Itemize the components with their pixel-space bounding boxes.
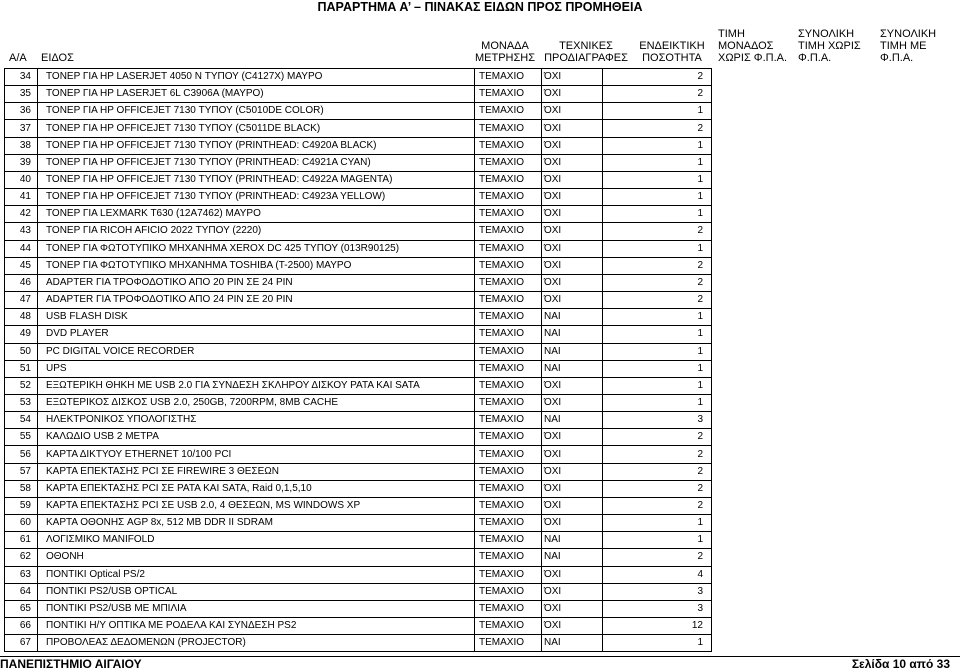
- row-description: ΤΟΝΕΡ ΓΙΑ HP OFFICEJET 7130 ΤΥΠΟΥ (C5010DE COLOR): [38, 103, 475, 120]
- row-description: ΤΟΝΕΡ ΓΙΑ HP OFFICEJET 7130 ΤΥΠΟΥ (PRINTHEAD: C4921A CYAN): [38, 154, 475, 171]
- row-description: ΤΟΝΕΡ ΓΙΑ HP OFFICEJET 7130 ΤΥΠΟΥ (C5011DE BLACK): [38, 120, 475, 137]
- row-unit: ΤΕΜΑΧΙΟ: [475, 480, 542, 497]
- row-tech-specs: ΌΧΙ: [542, 463, 603, 480]
- row-unit: ΤΕΜΑΧΙΟ: [475, 171, 542, 188]
- row-unit: ΤΕΜΑΧΙΟ: [475, 223, 542, 240]
- row-description: ΛΟΓΙΣΜΙΚΟ MANIFOLD: [38, 532, 475, 549]
- table-row: [5, 360, 712, 377]
- row-quantity: 1: [603, 343, 712, 360]
- table-row: [5, 600, 712, 617]
- header-unit-price-line3: ΧΩΡΙΣ Φ.Π.Α.: [718, 52, 788, 64]
- row-description: ΠΡΟΒΟΛΕΑΣ ΔΕΔΟΜΕΝΩΝ (PROJECTOR): [38, 635, 475, 652]
- row-unit: ΤΕΜΑΧΙΟ: [475, 618, 542, 635]
- row-tech-specs: ΝΑΙ: [542, 309, 603, 326]
- table-row: [5, 515, 712, 532]
- row-tech-specs: ΌΧΙ: [542, 223, 603, 240]
- row-number: 58: [5, 480, 38, 497]
- row-unit: ΤΕΜΑΧΙΟ: [475, 292, 542, 309]
- row-description: ΤΟΝΕΡ ΓΙΑ HP OFFICEJET 7130 ΤΥΠΟΥ (PRINTHEAD: C4922A MAGENTA): [38, 171, 475, 188]
- row-number: 37: [5, 120, 38, 137]
- header-total-with-vat-line1: ΣΥΝΟΛΙΚΗ: [880, 28, 937, 40]
- header-total-no-vat-line1: ΣΥΝΟΛΙΚΗ: [798, 28, 855, 40]
- row-unit: ΤΕΜΑΧΙΟ: [475, 377, 542, 394]
- row-quantity: 3: [603, 412, 712, 429]
- row-unit: ΤΕΜΑΧΙΟ: [475, 463, 542, 480]
- row-unit: ΤΕΜΑΧΙΟ: [475, 120, 542, 137]
- header-unit-price-line1: ΤΙΜΗ: [718, 28, 745, 40]
- footer-organization: ΠΑΝΕΠΙΣΤΗΜΙΟ ΑΙΓΑΙΟΥ: [0, 657, 142, 671]
- row-tech-specs: ΌΧΙ: [542, 480, 603, 497]
- row-description: ΚΑΡΤΑ ΕΠΕΚΤΑΣΗΣ PCI ΣΕ PATA ΚΑΙ SATA, Raid 0,1,5,10: [38, 480, 475, 497]
- row-number: 49: [5, 326, 38, 343]
- table-row: [5, 549, 712, 566]
- row-number: 43: [5, 223, 38, 240]
- row-number: 53: [5, 394, 38, 411]
- row-number: 44: [5, 240, 38, 257]
- row-quantity: 1: [603, 326, 712, 343]
- header-tech-line2: ΠΡΟΔΙΑΓΡΑΦΕΣ: [544, 52, 628, 64]
- row-number: 56: [5, 446, 38, 463]
- table-row: [5, 274, 712, 291]
- row-tech-specs: ΌΧΙ: [542, 292, 603, 309]
- footer-page-number: Σελίδα 10 από 33: [851, 657, 950, 671]
- header-total-with-vat-line2: ΤΙΜΗ ΜΕ: [880, 40, 927, 52]
- row-number: 45: [5, 257, 38, 274]
- header-tech-line1: ΤΕΧΝΙΚΕΣ: [559, 40, 613, 52]
- row-number: 55: [5, 429, 38, 446]
- row-description: ADAPTER ΓΙΑ ΤΡΟΦΟΔΟΤΙΚΟ ΑΠΟ 20 PIN ΣΕ 24 PIN: [38, 274, 475, 291]
- row-description: ΠΟΝΤΙΚΙ PS2/USB OPTICAL: [38, 583, 475, 600]
- row-quantity: 2: [603, 497, 712, 514]
- row-description: ΠΟΝΤΙΚΙ Η/Υ ΟΠΤΙΚΑ ΜΕ ΡΟΔΕΛΑ ΚΑΙ ΣΥΝΔΕΣΗ PS2: [38, 618, 475, 635]
- row-quantity: 2: [603, 463, 712, 480]
- row-tech-specs: ΌΧΙ: [542, 154, 603, 171]
- row-unit: ΤΕΜΑΧΙΟ: [475, 274, 542, 291]
- row-unit: ΤΕΜΑΧΙΟ: [475, 86, 542, 103]
- row-description: ΚΑΡΤΑ ΔΙΚΤΥΟΥ ETHERNET 10/100 PCI: [38, 446, 475, 463]
- table-row: [5, 69, 712, 86]
- row-number: 54: [5, 412, 38, 429]
- row-number: 35: [5, 86, 38, 103]
- table-row: [5, 326, 712, 343]
- row-description: ΤΟΝΕΡ ΓΙΑ LEXMARK T630 (12A7462) ΜΑΥΡΟ: [38, 206, 475, 223]
- table-row: [5, 120, 712, 137]
- row-quantity: 3: [603, 600, 712, 617]
- table-row: [5, 206, 712, 223]
- row-unit: ΤΕΜΑΧΙΟ: [475, 189, 542, 206]
- table-row: [5, 394, 712, 411]
- table-row: [5, 583, 712, 600]
- row-tech-specs: ΌΧΙ: [542, 137, 603, 154]
- row-number: 61: [5, 532, 38, 549]
- row-tech-specs: ΌΧΙ: [542, 497, 603, 514]
- row-number: 47: [5, 292, 38, 309]
- row-unit: ΤΕΜΑΧΙΟ: [475, 497, 542, 514]
- row-description: ΤΟΝΕΡ ΓΙΑ HP LASERJET 6L C3906A (ΜΑΥΡΟ): [38, 86, 475, 103]
- row-unit: ΤΕΜΑΧΙΟ: [475, 394, 542, 411]
- row-tech-specs: ΌΧΙ: [542, 618, 603, 635]
- row-unit: ΤΕΜΑΧΙΟ: [475, 583, 542, 600]
- row-unit: ΤΕΜΑΧΙΟ: [475, 137, 542, 154]
- row-quantity: 1: [603, 635, 712, 652]
- row-number: 38: [5, 137, 38, 154]
- row-unit: ΤΕΜΑΧΙΟ: [475, 103, 542, 120]
- table-row: [5, 171, 712, 188]
- row-unit: ΤΕΜΑΧΙΟ: [475, 600, 542, 617]
- table-row: [5, 429, 712, 446]
- row-quantity: 1: [603, 377, 712, 394]
- row-unit: ΤΕΜΑΧΙΟ: [475, 549, 542, 566]
- header-unit-line2: ΜΕΤΡΗΣΗΣ: [474, 52, 536, 64]
- row-quantity: 2: [603, 257, 712, 274]
- row-tech-specs: ΌΧΙ: [542, 69, 603, 86]
- row-quantity: 1: [603, 360, 712, 377]
- row-description: ΤΟΝΕΡ ΓΙΑ HP LASERJET 4050 N ΤΥΠΟΥ (C4127X) ΜΑΥΡΟ: [38, 69, 475, 86]
- row-tech-specs: ΌΧΙ: [542, 394, 603, 411]
- row-description: USB FLASH DISK: [38, 309, 475, 326]
- row-quantity: 3: [603, 583, 712, 600]
- row-tech-specs: ΌΧΙ: [542, 429, 603, 446]
- row-tech-specs: ΌΧΙ: [542, 103, 603, 120]
- header-item: ΕΙΔΟΣ: [41, 52, 74, 64]
- table-row: [5, 309, 712, 326]
- row-unit: ΤΕΜΑΧΙΟ: [475, 257, 542, 274]
- row-number: 34: [5, 69, 38, 86]
- row-tech-specs: ΌΧΙ: [542, 171, 603, 188]
- row-number: 63: [5, 566, 38, 583]
- row-description: ΚΑΡΤΑ ΟΘΟΝΗΣ AGP 8x, 512 MB DDR II SDRAM: [38, 515, 475, 532]
- row-unit: ΤΕΜΑΧΙΟ: [475, 360, 542, 377]
- row-description: UPS: [38, 360, 475, 377]
- row-unit: ΤΕΜΑΧΙΟ: [475, 326, 542, 343]
- row-number: 46: [5, 274, 38, 291]
- table-row: [5, 480, 712, 497]
- row-quantity: 2: [603, 274, 712, 291]
- row-description: ΤΟΝΕΡ ΓΙΑ RICOH AFICIO 2022 ΤΥΠΟΥ (2220): [38, 223, 475, 240]
- table-row: [5, 618, 712, 635]
- table-row: [5, 343, 712, 360]
- row-quantity: 2: [603, 429, 712, 446]
- row-unit: ΤΕΜΑΧΙΟ: [475, 429, 542, 446]
- row-unit: ΤΕΜΑΧΙΟ: [475, 343, 542, 360]
- row-description: ΟΘΟΝΗ: [38, 549, 475, 566]
- header-qty-line1: ΕΝΔΕΙΚΤΙΚΗ: [639, 40, 705, 52]
- row-description: PC DIGITAL VOICE RECORDER: [38, 343, 475, 360]
- row-unit: ΤΕΜΑΧΙΟ: [475, 532, 542, 549]
- row-description: ΚΑΡΤΑ ΕΠΕΚΤΑΣΗΣ PCI ΣΕ FIREWIRE 3 ΘΕΣΕΩΝ: [38, 463, 475, 480]
- row-number: 39: [5, 154, 38, 171]
- footer-divider: [0, 656, 960, 657]
- header-tech: [536, 40, 636, 64]
- row-description: ΤΟΝΕΡ ΓΙΑ ΦΩΤΟΤΥΠΙΚΟ ΜΗΧΑΝΗΜΑ XEROX DC 425 ΤΥΠΟΥ (013R90125): [38, 240, 475, 257]
- items-table-body: [5, 69, 712, 652]
- row-tech-specs: ΝΑΙ: [542, 532, 603, 549]
- row-quantity: 1: [603, 171, 712, 188]
- row-tech-specs: ΌΧΙ: [542, 274, 603, 291]
- row-quantity: 2: [603, 69, 712, 86]
- row-tech-specs: ΝΑΙ: [542, 635, 603, 652]
- table-row: [5, 223, 712, 240]
- items-table: [4, 68, 712, 652]
- row-number: 60: [5, 515, 38, 532]
- row-quantity: 1: [603, 240, 712, 257]
- row-tech-specs: ΌΧΙ: [542, 206, 603, 223]
- row-quantity: 1: [603, 137, 712, 154]
- row-description: ΚΑΡΤΑ ΕΠΕΚΤΑΣΗΣ PCI ΣΕ USB 2.0, 4 ΘΕΣΕΩΝ, MS WINDOWS XP: [38, 497, 475, 514]
- row-number: 66: [5, 618, 38, 635]
- row-tech-specs: ΌΧΙ: [542, 446, 603, 463]
- row-unit: ΤΕΜΑΧΙΟ: [475, 446, 542, 463]
- header-total-with-vat-line3: Φ.Π.Α.: [880, 52, 914, 64]
- table-header: [0, 26, 960, 68]
- header-total-no-vat-line3: Φ.Π.Α.: [798, 52, 832, 64]
- row-unit: ΤΕΜΑΧΙΟ: [475, 69, 542, 86]
- table-row: [5, 497, 712, 514]
- row-tech-specs: ΌΧΙ: [542, 240, 603, 257]
- row-unit: ΤΕΜΑΧΙΟ: [475, 635, 542, 652]
- row-tech-specs: ΌΧΙ: [542, 120, 603, 137]
- row-quantity: 1: [603, 154, 712, 171]
- row-description: DVD PLAYER: [38, 326, 475, 343]
- row-description: ΗΛΕΚΤΡΟΝΙΚΟΣ ΥΠΟΛΟΓΙΣΤΗΣ: [38, 412, 475, 429]
- row-number: 52: [5, 377, 38, 394]
- table-row: [5, 292, 712, 309]
- row-number: 51: [5, 360, 38, 377]
- row-description: ΕΞΩΤΕΡΙΚΟΣ ΔΙΣΚΟΣ USB 2.0, 250GB, 7200RPM, 8MB CACHE: [38, 394, 475, 411]
- row-tech-specs: ΝΑΙ: [542, 412, 603, 429]
- table-row: [5, 532, 712, 549]
- row-quantity: 1: [603, 394, 712, 411]
- row-quantity: 1: [603, 532, 712, 549]
- row-description: ΕΞΩΤΕΡΙΚΗ ΘΗΚΗ ΜΕ USB 2.0 ΓΙΑ ΣΥΝΔΕΣΗ ΣΚΛΗΡΟΥ ΔΙΣΚΟΥ PATA ΚΑΙ SATA: [38, 377, 475, 394]
- row-tech-specs: ΌΧΙ: [542, 189, 603, 206]
- row-quantity: 4: [603, 566, 712, 583]
- row-tech-specs: ΌΧΙ: [542, 515, 603, 532]
- header-unit-price: [718, 28, 787, 64]
- header-total-with-vat: [880, 28, 936, 64]
- row-number: 48: [5, 309, 38, 326]
- row-quantity: 12: [603, 618, 712, 635]
- header-total-no-vat-line2: ΤΙΜΗ ΧΩΡΙΣ: [798, 40, 861, 52]
- row-tech-specs: ΝΑΙ: [542, 326, 603, 343]
- row-quantity: 2: [603, 292, 712, 309]
- header-total-no-vat: [798, 28, 861, 64]
- table-row: [5, 86, 712, 103]
- table-row: [5, 257, 712, 274]
- row-quantity: 2: [603, 549, 712, 566]
- row-number: 50: [5, 343, 38, 360]
- header-qty-line2: ΠΟΣΟΤΗΤΑ: [642, 52, 702, 64]
- table-row: [5, 446, 712, 463]
- row-number: 42: [5, 206, 38, 223]
- row-unit: ΤΕΜΑΧΙΟ: [475, 240, 542, 257]
- row-tech-specs: ΌΧΙ: [542, 566, 603, 583]
- row-tech-specs: ΝΑΙ: [542, 549, 603, 566]
- row-description: ΚΑΛΩΔΙΟ USB 2 ΜΕΤΡΑ: [38, 429, 475, 446]
- row-number: 36: [5, 103, 38, 120]
- header-qty: [622, 40, 722, 64]
- row-unit: ΤΕΜΑΧΙΟ: [475, 309, 542, 326]
- row-quantity: 1: [603, 309, 712, 326]
- row-tech-specs: ΌΧΙ: [542, 583, 603, 600]
- table-row: [5, 377, 712, 394]
- row-tech-specs: ΝΑΙ: [542, 360, 603, 377]
- header-unit-price-line2: ΜΟΝΑΔΟΣ: [718, 40, 774, 52]
- row-quantity: 2: [603, 480, 712, 497]
- row-tech-specs: ΌΧΙ: [542, 377, 603, 394]
- header-unit-line1: ΜΟΝΑΔΑ: [481, 40, 529, 52]
- table-row: [5, 566, 712, 583]
- row-quantity: 2: [603, 446, 712, 463]
- row-quantity: 1: [603, 515, 712, 532]
- row-description: ΤΟΝΕΡ ΓΙΑ HP OFFICEJET 7130 ΤΥΠΟΥ (PRINTHEAD: C4920A BLACK): [38, 137, 475, 154]
- row-unit: ΤΕΜΑΧΙΟ: [475, 566, 542, 583]
- row-unit: ΤΕΜΑΧΙΟ: [475, 515, 542, 532]
- row-tech-specs: ΌΧΙ: [542, 86, 603, 103]
- row-number: 41: [5, 189, 38, 206]
- table-row: [5, 103, 712, 120]
- row-description: ΤΟΝΕΡ ΓΙΑ HP OFFICEJET 7130 ΤΥΠΟΥ (PRINTHEAD: C4923A YELLOW): [38, 189, 475, 206]
- row-number: 67: [5, 635, 38, 652]
- row-number: 57: [5, 463, 38, 480]
- row-number: 59: [5, 497, 38, 514]
- header-aa: Α/Α: [9, 52, 27, 64]
- table-row: [5, 463, 712, 480]
- row-description: ADAPTER ΓΙΑ ΤΡΟΦΟΔΟΤΙΚΟ ΑΠΟ 24 PIN ΣΕ 20 PIN: [38, 292, 475, 309]
- row-tech-specs: ΌΧΙ: [542, 600, 603, 617]
- table-row: [5, 189, 712, 206]
- table-row: [5, 635, 712, 652]
- row-unit: ΤΕΜΑΧΙΟ: [475, 206, 542, 223]
- table-row: [5, 412, 712, 429]
- row-quantity: 2: [603, 120, 712, 137]
- row-number: 40: [5, 171, 38, 188]
- row-description: ΠΟΝΤΙΚΙ Optical PS/2: [38, 566, 475, 583]
- row-unit: ΤΕΜΑΧΙΟ: [475, 154, 542, 171]
- table-row: [5, 154, 712, 171]
- row-unit: ΤΕΜΑΧΙΟ: [475, 412, 542, 429]
- row-number: 64: [5, 583, 38, 600]
- row-description: ΠΟΝΤΙΚΙ PS2/USB ΜΕ ΜΠΙΛΙΑ: [38, 600, 475, 617]
- row-tech-specs: ΝΑΙ: [542, 343, 603, 360]
- row-description: ΤΟΝΕΡ ΓΙΑ ΦΩΤΟΤΥΠΙΚΟ ΜΗΧΑΝΗΜΑ TOSHIBA (T-2500) ΜΑΥΡΟ: [38, 257, 475, 274]
- row-tech-specs: ΌΧΙ: [542, 257, 603, 274]
- row-quantity: 2: [603, 86, 712, 103]
- row-number: 62: [5, 549, 38, 566]
- table-row: [5, 137, 712, 154]
- row-number: 65: [5, 600, 38, 617]
- table-row: [5, 240, 712, 257]
- row-quantity: 1: [603, 206, 712, 223]
- row-quantity: 1: [603, 103, 712, 120]
- page-title: ΠΑΡΑΡΤΗΜΑ Α’ – ΠΙΝΑΚΑΣ ΕΙΔΩΝ ΠΡΟΣ ΠΡΟΜΗΘΕΙΑ: [317, 0, 643, 14]
- row-quantity: 2: [603, 223, 712, 240]
- row-quantity: 1: [603, 189, 712, 206]
